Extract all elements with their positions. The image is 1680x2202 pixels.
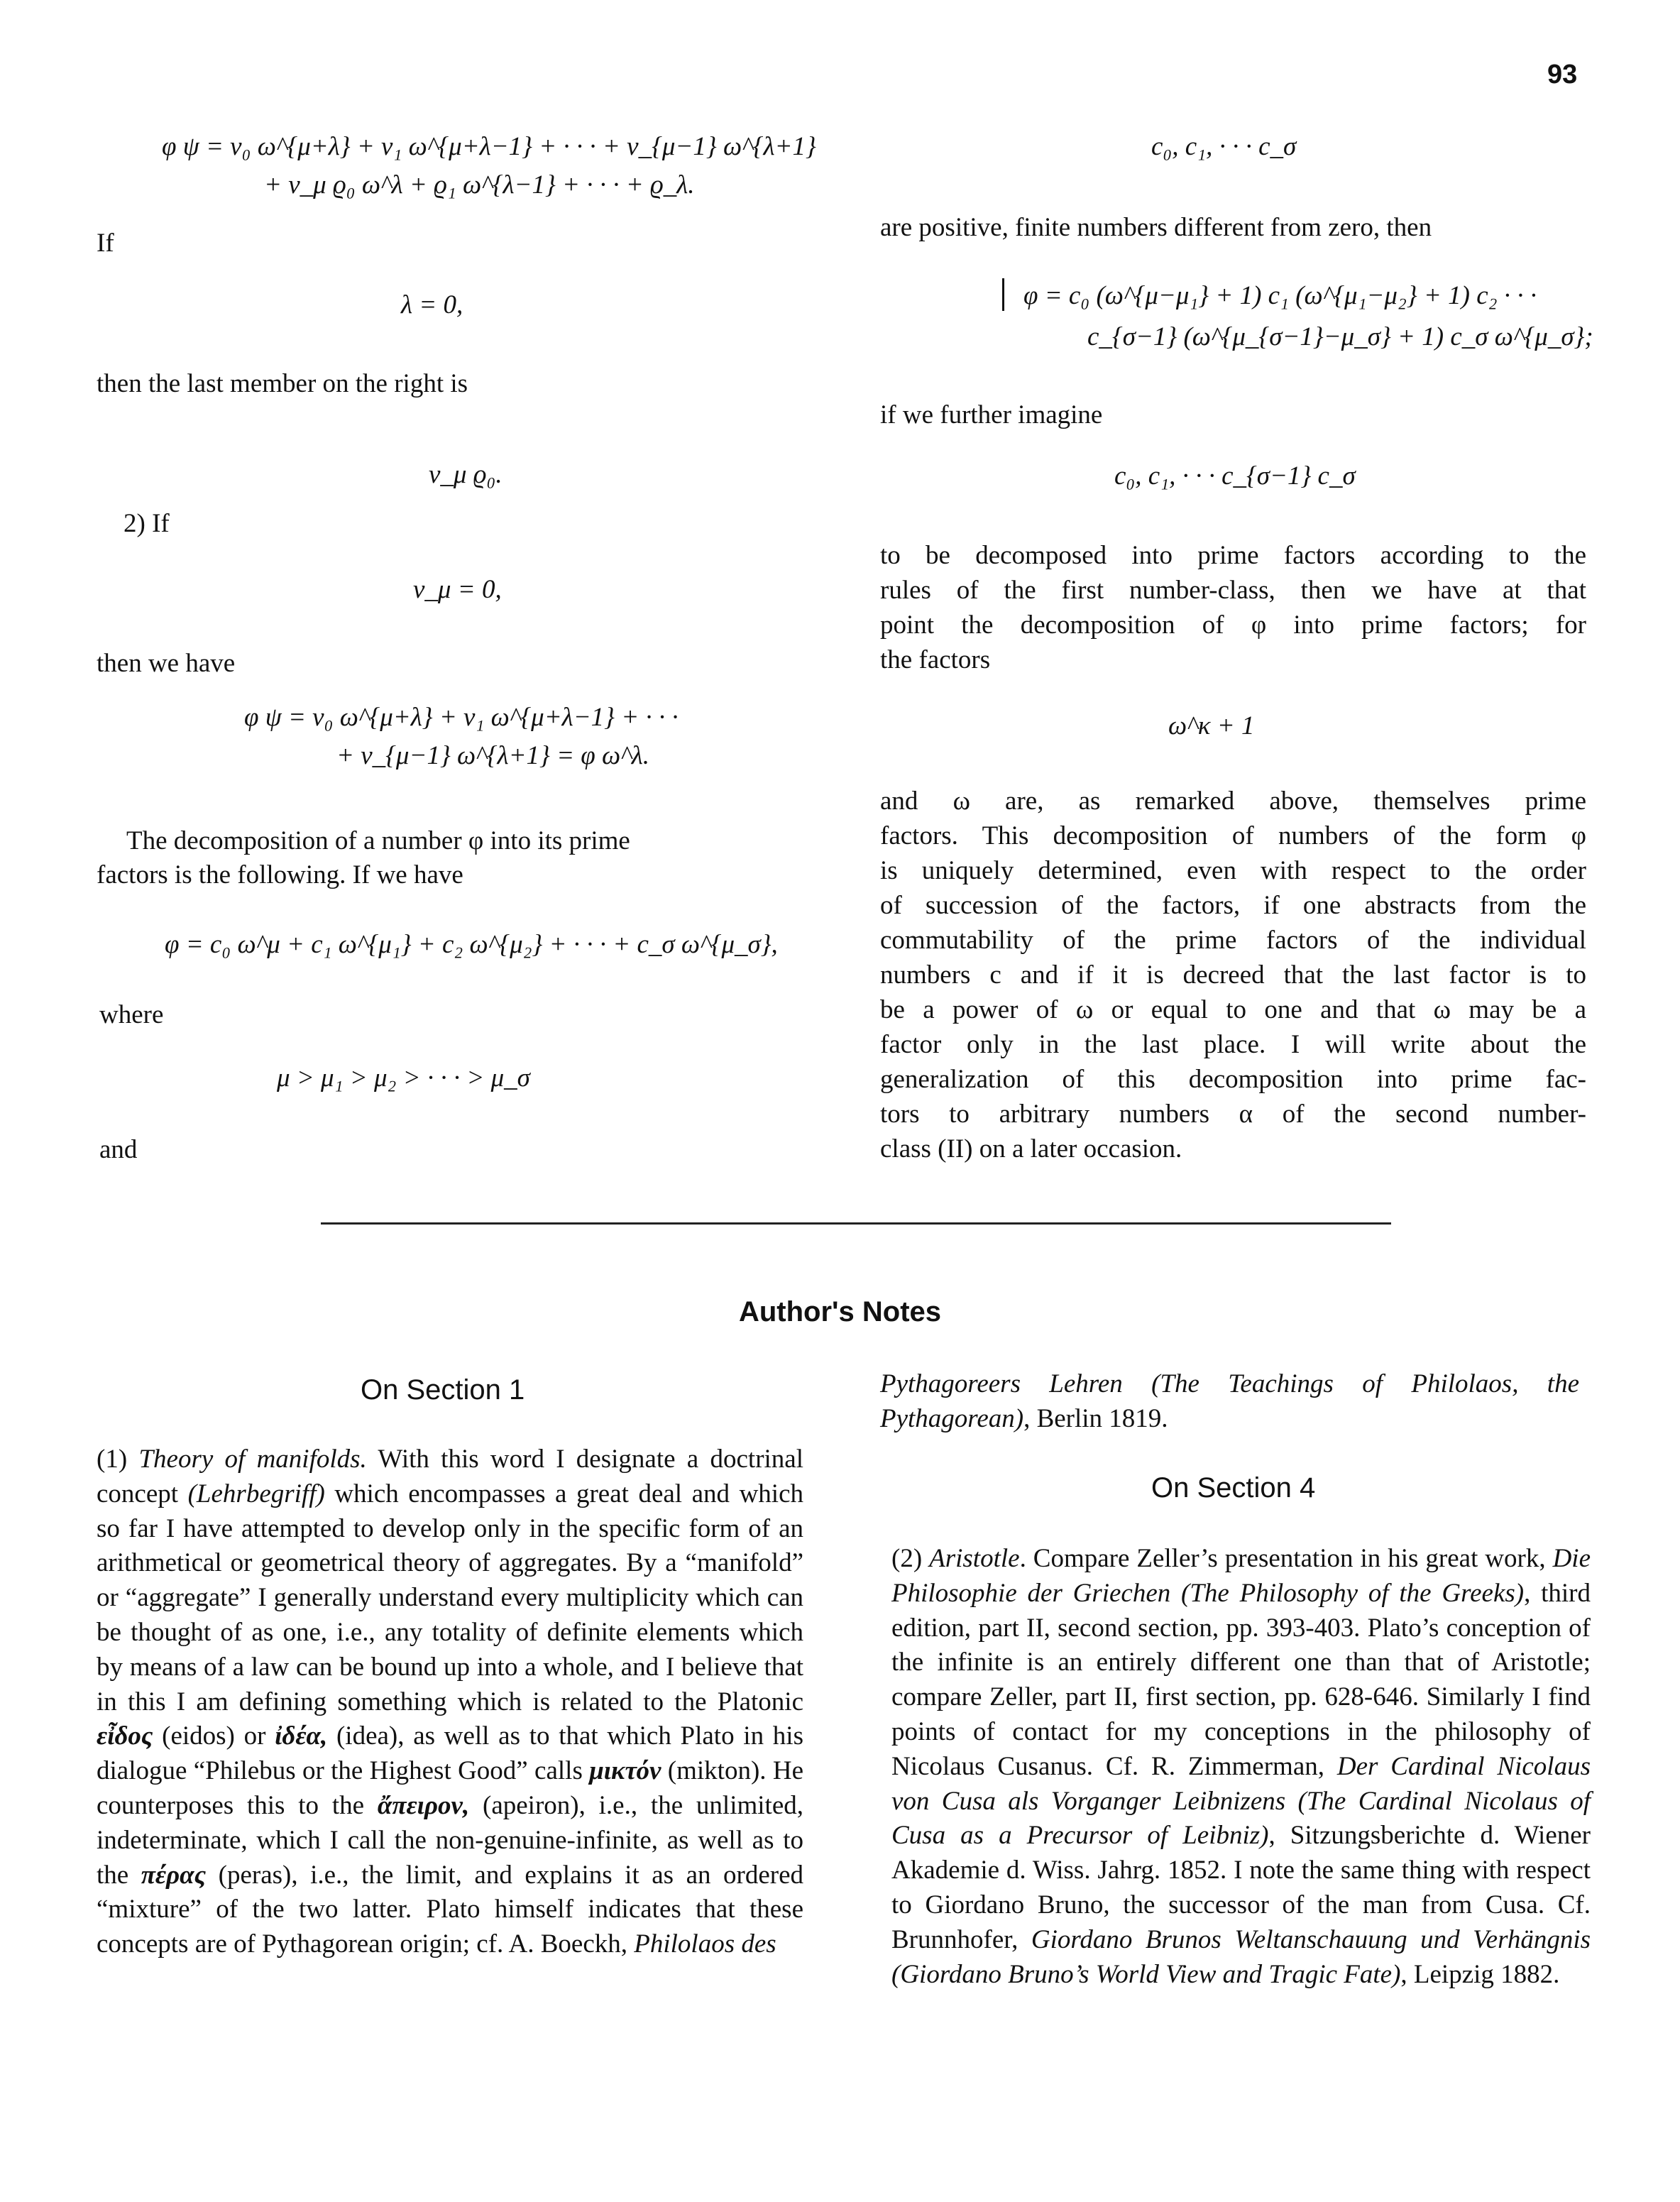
- greek-apeiron: ἄπειρον,: [377, 1790, 470, 1820]
- greek-mikton: μικτόν: [589, 1756, 661, 1786]
- text-then-we-have: then we have: [97, 649, 236, 678]
- text-if-2: 2) If: [123, 509, 170, 538]
- paragraph-prime-factors: [880, 538, 1586, 677]
- note-text: , third edition, part II, second section, pp. 393-403. Plato’s conception of the infinite is an entirely different one than that of Aristotle; compare Zeller, part II, first section, pp. 628-646. Similarly I find points of contact for my conceptions in the philosophy of Nicolaus Cusanus. Cf. R. Zimmerman,: [891, 1578, 1591, 1781]
- equation-phi-product-line2: c_{σ−1} (ω^{μ_{σ−1}−μ_σ} + 1) c_σ ω^{μ_σ};: [1087, 322, 1593, 351]
- note-text: (mikton). He counterposes this to the: [97, 1756, 804, 1820]
- equation-lambda-zero: λ = 0,: [401, 290, 463, 319]
- text-and: and: [99, 1135, 138, 1164]
- text-line: to be decomposed into prime factors according to the: [880, 541, 1586, 570]
- note-text: (peras), i.e., the limit, and explains it as an ordered “mixture” of the two latter. Plato himself indicates that these concepts are of Pythagorean origin; cf. A. Boeckh,: [97, 1860, 804, 1959]
- text-line: of succession of the factors, if one abstracts from the: [880, 891, 1586, 920]
- note-translation: (The Teachings of Philolaos, the Pythagorean): [880, 1369, 1579, 1433]
- note-1: [97, 1442, 803, 1962]
- section-4-heading: On Section 4: [1151, 1472, 1316, 1503]
- text-line: tors to arbitrary numbers α of the second number-: [880, 1100, 1586, 1129]
- text-line: class (II) on a later occasion.: [880, 1134, 1182, 1163]
- greek-eidos: εἶδος: [97, 1721, 153, 1751]
- paragraph-uniqueness: [880, 784, 1586, 1166]
- note-text: (apeiron), i.e., the unlimited, indeterminate, which I call the non-genuine-infinite, as well as to the: [97, 1790, 803, 1890]
- equation-phi-product-line1: φ = c₀ (ω^{μ−μ₁} + 1) c₁ (ω^{μ₁−μ₂} + 1) c₂ · · ·: [1023, 281, 1537, 310]
- text-last-member: then the last member on the right is: [97, 369, 468, 398]
- text-line: numbers c and if it is decreed that the last factor is to: [880, 960, 1586, 990]
- note-term: Aristotle: [929, 1544, 1020, 1573]
- note-title-pythagoreers: Pythagoreers Lehren: [880, 1369, 1123, 1398]
- note-1-continuation: [880, 1367, 1579, 1437]
- text-line: the factors: [880, 645, 991, 674]
- text-cursor-mark: [1002, 278, 1004, 311]
- note-text: With this word I designate a doctrinal concept: [97, 1445, 804, 1508]
- notes-title: Author's Notes: [738, 1296, 942, 1327]
- equation-phi-psi-line2: + ν_μ ϱ₀ ω^λ + ϱ₁ ω^{λ−1} + · · · + ϱ_λ.: [264, 170, 695, 199]
- note-text: (eidos) or: [153, 1721, 275, 1751]
- note-number: (2): [891, 1544, 923, 1573]
- greek-idea: ἰδέα,: [275, 1721, 328, 1751]
- text-line: generalization of this decomposition into prime fac-: [880, 1065, 1586, 1094]
- equation-phi-decomposition: φ = c₀ ω^μ + c₁ ω^{μ₁} + c₂ ω^{μ₂} + · · · + c_σ ω^{μ_σ},: [165, 930, 778, 959]
- equation-nu-rho: ν_μ ϱ₀.: [429, 460, 503, 489]
- note-title-brunnhofer: Giordano Brunos Weltanschauung und Verhängnis (Giordano Bruno’s World View and Tragic Fate): [891, 1924, 1591, 1989]
- note-1-continuation-text: [880, 1367, 1579, 1437]
- note-2-paragraph: [891, 1542, 1591, 1992]
- greek-peras: πέρας: [141, 1860, 207, 1890]
- text-line: and ω are, as remarked above, themselves prime: [880, 787, 1586, 816]
- text-decomposition-line2: factors is the following. If we have: [97, 860, 463, 889]
- text-line: rules of the first number-class, then we have at that: [880, 576, 1586, 605]
- text-line: factors. This decomposition of numbers of the form φ: [880, 821, 1586, 850]
- text-if: If: [97, 229, 114, 258]
- note-number: (1): [97, 1445, 128, 1474]
- text-further-imagine: if we further imagine: [880, 400, 1103, 429]
- equation-phi-psi-line1: φ ψ = ν₀ ω^{μ+λ} + ν₁ ω^{μ+λ−1} + · · · + ν_{μ−1} ω^{λ+1}: [162, 132, 816, 161]
- equation-nu-zero: ν_μ = 0,: [413, 575, 502, 604]
- text-where: where: [99, 1000, 164, 1029]
- text-line: commutability of the prime factors of the individual: [880, 926, 1586, 955]
- note-text: which encompasses a great deal and which so far I have attempted to develop only in the specific form of an arithmetical or geometrical theory of aggregates. By a “manifold” or “aggregate” I generally understand every multiplicity which can be thought of as one, i.e., any totality of definite elements which by means of a law can be bound up into a whole, and I believe that in this I am defining something which is related to the Platonic: [97, 1479, 803, 1716]
- text-line: point the decomposition of φ into prime factors; for: [880, 610, 1586, 640]
- note-title-philolaos: Philolaos des: [634, 1929, 776, 1959]
- coefficients-c: c₀, c₁, · · · c_σ: [1151, 132, 1297, 161]
- note-text: (idea), as well as to that which Plato in his dialogue “Philebus or the Highest Good” calls: [97, 1721, 803, 1786]
- note-text: , Sitzungsberichte d. Wiener Akademie d. Wiss. Jahrg. 1852. I note the same thing with respect to Giordano Bruno, the successor of the man from Cusa. Cf. Brunnhofer,: [891, 1821, 1591, 1954]
- coefficients-c-2: c₀, c₁, · · · c_{σ−1} c_σ: [1114, 461, 1356, 491]
- text-decomposition-line1: The decomposition of a number φ into its prime: [126, 826, 630, 855]
- section-1-heading: On Section 1: [361, 1374, 525, 1406]
- note-term-lehrbegriff: (Lehrbegriff): [187, 1479, 325, 1508]
- note-term: Theory of manifolds.: [138, 1445, 367, 1474]
- note-text: , Berlin 1819.: [1023, 1403, 1168, 1433]
- page-number: 93: [1547, 60, 1578, 89]
- text-line: is uniquely determined, even with respect to the order: [880, 856, 1586, 885]
- note-2: [891, 1542, 1591, 1992]
- note-text: , Leipzig 1882.: [1400, 1959, 1560, 1989]
- note-1-paragraph: [97, 1442, 803, 1962]
- inequality-mu: μ > μ₁ > μ₂ > · · · > μ_σ: [277, 1063, 530, 1092]
- equation-omega-kappa-plus-one: ω^κ + 1: [1168, 711, 1255, 740]
- section-divider: [321, 1222, 1391, 1225]
- text-positive-numbers: are positive, finite numbers different from zero, then: [880, 213, 1432, 242]
- equation-phi-psi2-line1: φ ψ = ν₀ ω^{μ+λ} + ν₁ ω^{μ+λ−1} + · · ·: [244, 703, 679, 732]
- note-title-zeller: Die Philosophie der Griechen (The Philosophy of the Greeks): [891, 1544, 1591, 1608]
- note-text: . Compare Zeller’s presentation in his great work,: [1019, 1544, 1553, 1573]
- text-line: factor only in the last place. I will write about the: [880, 1030, 1586, 1059]
- note-title-zimmerman: Der Cardinal Nicolaus von Cusa als Vorganger Leibnizens (The Cardinal Nicolaus of Cusa as a Precursor of Leibniz): [891, 1751, 1591, 1851]
- text-line: be a power of ω or equal to one and that ω may be a: [880, 995, 1586, 1024]
- equation-phi-psi2-line2: + ν_{μ−1} ω^{λ+1} = φ ω^λ.: [336, 741, 650, 770]
